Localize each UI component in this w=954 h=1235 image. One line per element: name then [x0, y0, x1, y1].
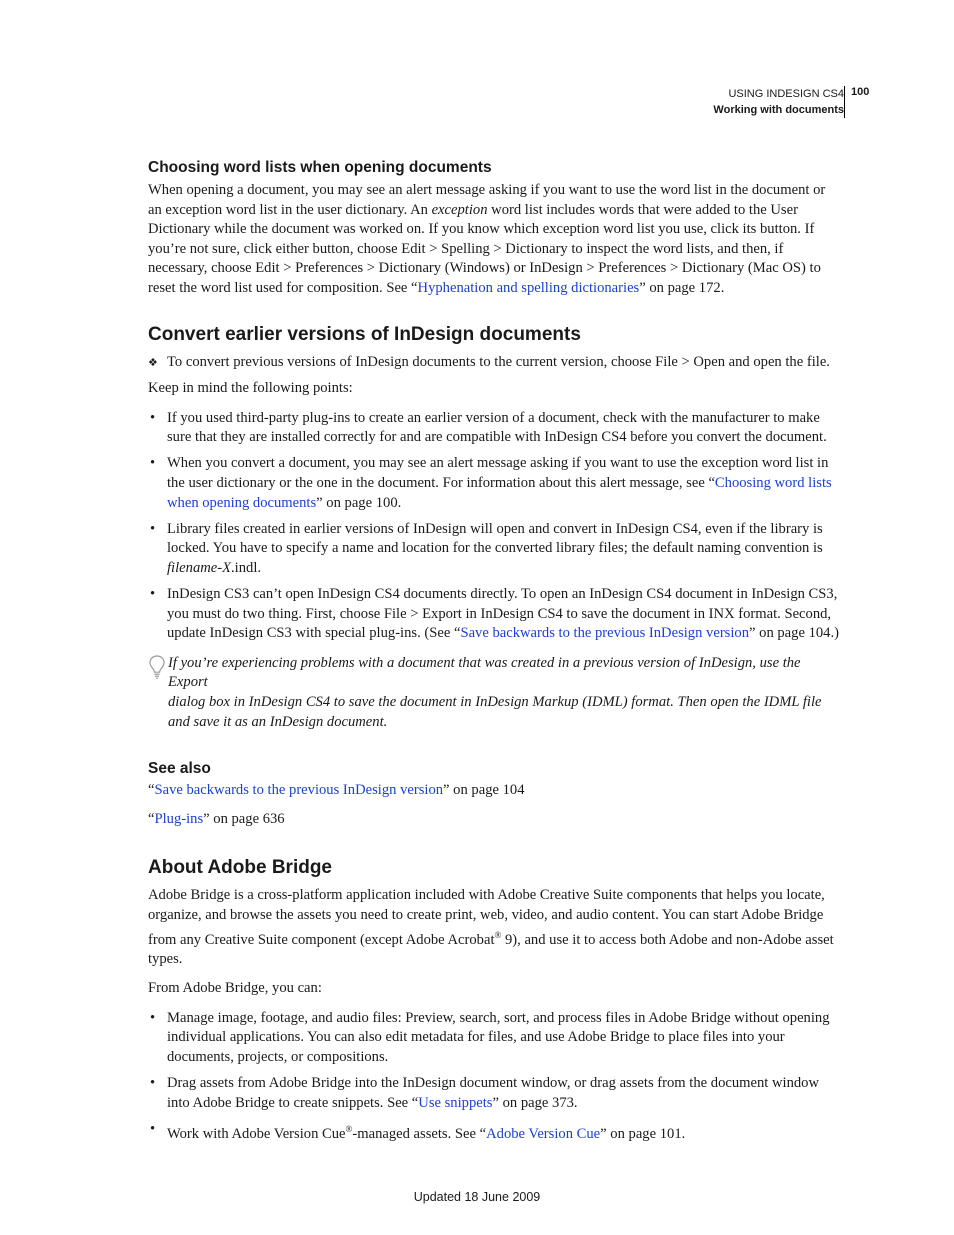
heading-about-adobe-bridge: About Adobe Bridge	[148, 857, 332, 879]
list-item: • Drag assets from Adobe Bridge into the InDesign document window, or drag assets from the document window into Adobe Bridge to create snippets. See “Use snippets” on page 373.	[150, 1074, 819, 1111]
paragraph-bridge-can: From Adobe Bridge, you can:	[148, 980, 322, 997]
bullet-icon: •	[150, 520, 156, 537]
list-item: • Manage image, footage, and audio files: Preview, search, sort, and process files in Adobe Bridge without opening individual applications. You can also edit metadata for files, and use Adobe Bridge to place files into your documents, projects, or compositions.	[150, 1009, 830, 1065]
bullet-icon: •	[150, 1009, 156, 1026]
list-conversion-points	[148, 409, 842, 644]
see-also-reference: “Plug-ins” on page 636	[148, 810, 285, 827]
bullet-icon: •	[150, 409, 156, 426]
page-number: 100	[851, 86, 870, 98]
link-plug-ins[interactable]: Plug-ins	[154, 810, 204, 827]
list-bridge-features	[148, 1009, 842, 1144]
paragraph-word-lists: When opening a document, you may see an alert message asking if you want to use the word list in the document or an exception word list in the user dictionary. An exception word list includes words that were added to the User Dictionary while the document was worked on. If you know which exception word list you use, click its button. If you’re not sure, click either button, choose Edit > Spelling > Dictionary to inspect the word lists, and then, if necessary, choose Edit > Preferences > Dictionary (Windows) or InDesign > Preferences > Dictionary (Mac OS) to reset the word list used for composition. See “Hyphenation and spelling dictionaries” on page 172.	[148, 182, 826, 296]
heading-see-also: See also	[148, 760, 211, 778]
running-header	[713, 86, 844, 118]
link-adobe-version-cue[interactable]: Adobe Version Cue	[486, 1125, 601, 1142]
tip-note	[148, 654, 842, 732]
link-save-backwards[interactable]: Save backwards to the previous InDesign version	[460, 625, 750, 642]
page-footer: Updated 18 June 2009	[413, 1190, 541, 1204]
paragraph-intro-points: Keep in mind the following points:	[148, 380, 353, 397]
tip-text-line: If you’re experiencing problems with a document that was created in a previous version of InDesign, use the Export	[168, 654, 801, 691]
link-hyphenation-dictionaries[interactable]: Hyphenation and spelling dictionaries	[417, 279, 640, 296]
bullet-icon: •	[150, 1074, 156, 1091]
list-item: • Library files created in earlier versions of InDesign will open and convert in InDesign CS4, even if the library is locked. You have to specify a name and location for the converted library files; the default naming convention is filename-X.indl.	[150, 520, 823, 576]
lightbulb-icon	[148, 654, 166, 687]
page-content	[148, 158, 842, 1151]
list-item: • Work with Adobe Version Cue®-managed assets. See “Adobe Version Cue” on page 101.	[150, 1120, 686, 1142]
heading-choosing-word-lists: Choosing word lists when opening documents	[148, 159, 492, 176]
step-marker-icon: ❖	[148, 355, 158, 369]
tip-text: dialog box in InDesign CS4 to save the document in InDesign Markup (IDML) format. Then open the IDML file and save it as an InDesign document.	[168, 693, 822, 730]
paragraph-bridge-intro: Adobe Bridge is a cross-platform application included with Adobe Creative Suite components that helps you locate, organize, and browse the assets you need to create print, web, video, and audio content. You can start Adobe Bridge from any Creative Suite component (except Adobe Acrobat® 9), and use it to access both Adobe and non-Adobe asset types.	[148, 887, 834, 967]
link-use-snippets[interactable]: Use snippets	[418, 1094, 493, 1111]
procedure-step: ❖ To convert previous versions of InDesign documents to the current version, choose File > Open and open the file.	[148, 353, 842, 373]
book-title: USING INDESIGN CS4	[728, 88, 844, 100]
list-item: • When you convert a document, you may see an alert message asking if you want to use the exception word list in the user dictionary or the one in the document. For information about this alert message, see “Choosing word lists when opening documents” on page 100.	[150, 455, 832, 511]
header-divider	[844, 86, 845, 118]
list-item: • If you used third-party plug-ins to create an earlier version of a document, check with the manufacturer to make sure that they are installed correctly for and are compatible with InDesign CS4 before you convert the document.	[150, 409, 827, 446]
bullet-icon: •	[150, 455, 156, 472]
bullet-icon: •	[150, 586, 156, 602]
see-also-reference: “Save backwards to the previous InDesign version” on page 104	[148, 782, 525, 799]
section-title: Working with documents	[713, 104, 844, 116]
list-item: • InDesign CS3 can’t open InDesign CS4 documents directly. To open an InDesign CS4 document in InDesign CS3, you must do two thing. First, choose File > Export in InDesign CS4 to save the document in INX format. Second, update InDesign CS3 with special plug-ins. (See “Save backwards to the previous InDesign version” on page 104.)	[150, 586, 839, 642]
link-save-backwards-ref[interactable]: Save backwards to the previous InDesign version	[154, 782, 444, 799]
bullet-icon: •	[150, 1120, 156, 1137]
heading-convert-earlier-versions: Convert earlier versions of InDesign documents	[148, 323, 581, 345]
link-choosing-word-lists[interactable]: Choosing word lists when opening documents	[167, 475, 832, 511]
